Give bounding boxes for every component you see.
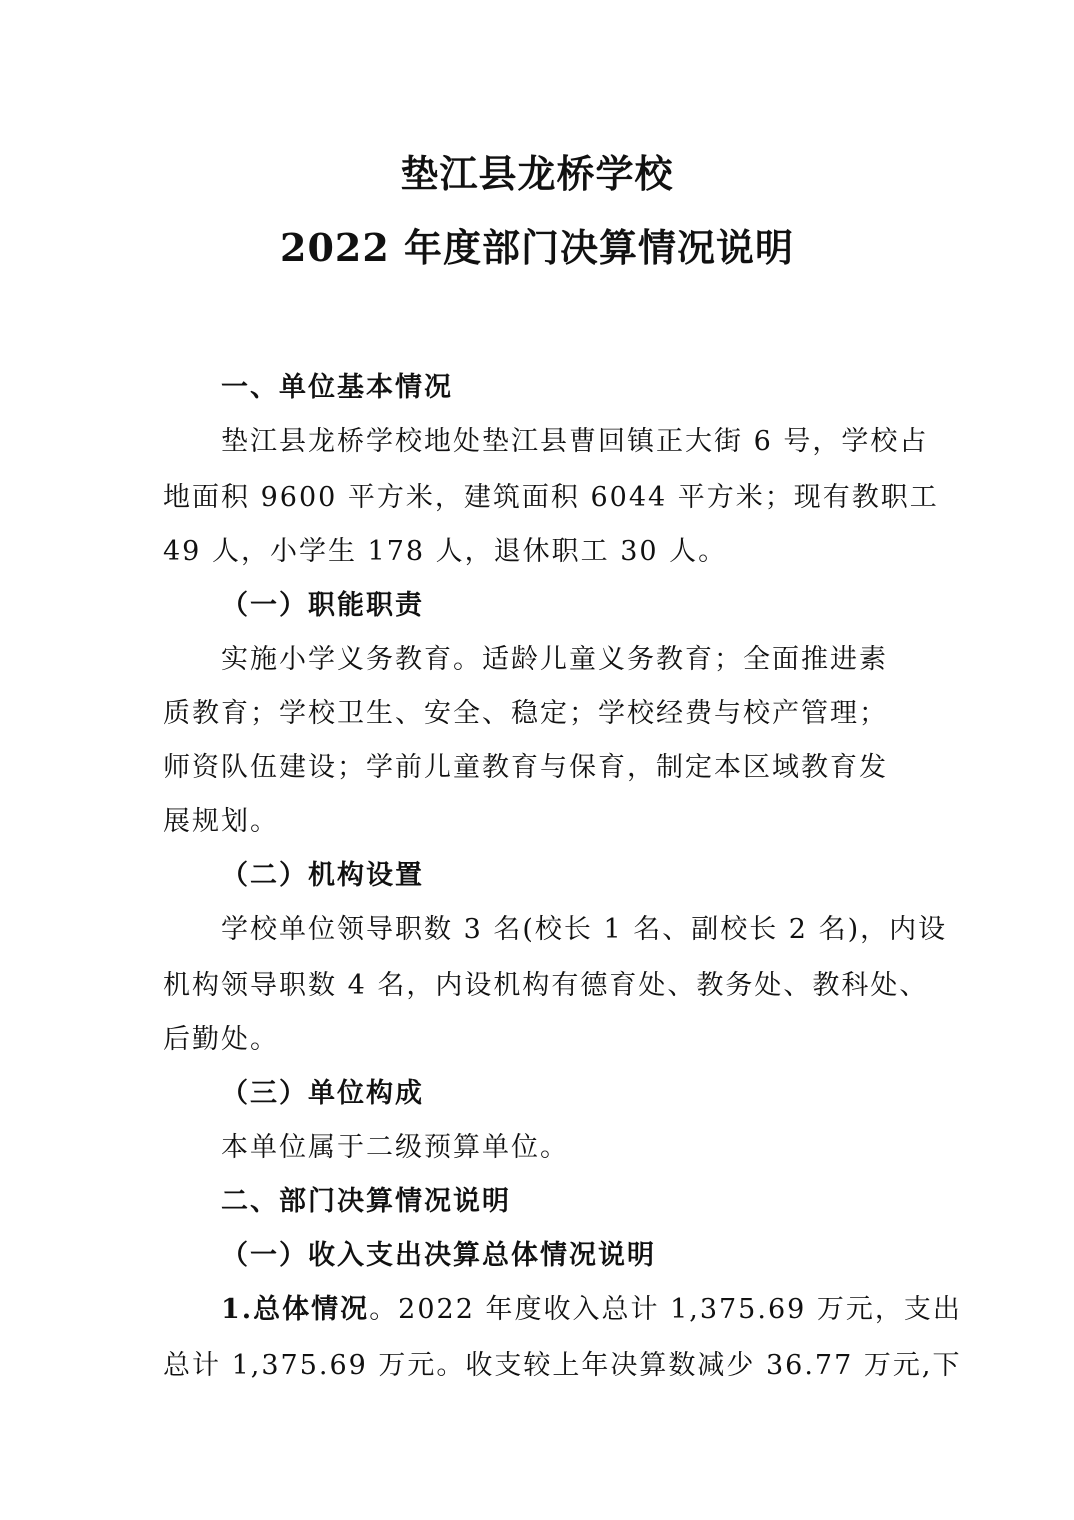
overall-text: 。2022 年度收入总计 1,375.69 万元，支出: [369, 1294, 962, 1325]
intro-line-2: 地面积 9600 平方米，建筑面积 6044 平方米；现有教职工: [163, 482, 939, 513]
section2-heading: 二、部门决算情况说明: [221, 1186, 511, 1217]
document-title-line2: 2022 年度部门决算情况说明: [280, 225, 794, 270]
composition-text: 本单位属于二级预算单位。: [221, 1132, 569, 1163]
sub2-heading: （二）机构设置: [221, 860, 424, 891]
org-line-1: 学校单位领导职数 3 名(校长 1 名、副校长 2 名)，内设: [221, 914, 948, 945]
sub3-heading: （三）单位构成: [221, 1078, 424, 1109]
overall-line-2: 总计 1,375.69 万元。收支较上年决算数减少 36.77 万元,下: [163, 1350, 962, 1381]
sub1-heading: （一）职能职责: [221, 590, 424, 621]
intro-line-3: 49 人，小学生 178 人，退休职工 30 人。: [163, 536, 728, 567]
sub4-heading: （一）收入支出决算总体情况说明: [221, 1240, 656, 1271]
org-line-2: 机构领导职数 4 名，内设机构有德育处、教务处、教科处、: [163, 970, 929, 1001]
duties-line-2: 质教育；学校卫生、安全、稳定；学校经费与校产管理；: [163, 698, 888, 729]
intro-line-1: 垫江县龙桥学校地处垫江县曹回镇正大街 6 号，学校占: [221, 426, 929, 457]
overall-line-1: [221, 1290, 962, 1330]
org-line-3: 后勤处。: [163, 1024, 279, 1055]
section1-heading: 一、单位基本情况: [221, 372, 453, 403]
duties-line-3: 师资队伍建设；学前儿童教育与保育，制定本区域教育发: [163, 752, 888, 783]
duties-line-4: 展规划。: [163, 806, 279, 837]
duties-line-1: 实施小学义务教育。适龄儿童义务教育；全面推进素: [221, 644, 888, 675]
overall-label: 1.总体情况: [221, 1294, 370, 1325]
document-title-line1: 垫江县龙桥学校: [400, 151, 674, 196]
